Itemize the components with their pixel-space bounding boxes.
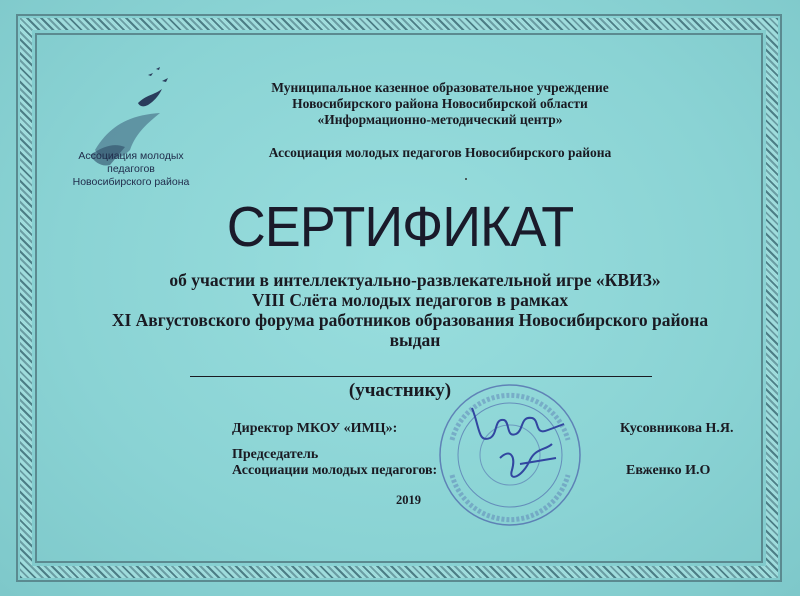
logo-caption [56, 150, 206, 189]
body-line-3: XI Августовского форума работников образования Новосибирского района [111, 310, 709, 330]
year: 2019 [396, 493, 421, 507]
certificate-body [60, 270, 760, 350]
body-line-2: VIII Слёта молодых педагогов в рамках [251, 290, 569, 310]
chair-name: Евженко И.О [626, 463, 711, 478]
org-line-3: «Информационно-методический центр» [317, 112, 563, 127]
dove-icon [138, 89, 162, 106]
certificate-title: СЕРТИФИКАТ [226, 195, 574, 259]
org-line-2: Новосибирского района Новосибирской области [292, 96, 588, 111]
logo-caption-line-1: Ассоциация молодых педагогов [78, 150, 184, 175]
recipient-name-line [190, 376, 652, 377]
body-line-4: выдан [389, 330, 441, 350]
director-name: Кусовникова Н.Я. [620, 421, 734, 436]
bird-small-icon-1 [162, 78, 168, 82]
body-line-1: об участии в интеллектуально-развлекательной игре «КВИЗ» [169, 270, 661, 290]
organization-header [240, 80, 640, 128]
director-title: Директор МКОУ «ИМЦ»: [232, 421, 398, 436]
org-line-1: Муниципальное казенное образовательное учреждение [271, 80, 609, 95]
handwritten-signature [460, 398, 580, 488]
bird-small-icon-2 [148, 73, 153, 76]
association-name: Ассоциация молодых педагогов Новосибирского района [268, 145, 612, 160]
chair-title-line-2: Ассоциации молодых педагогов: [232, 463, 438, 478]
participant-label: (участнику) [348, 380, 452, 401]
logo-caption-line-2: Новосибирского района [72, 176, 190, 188]
paper-speck [465, 178, 467, 180]
chair-title-line-1: Председатель [232, 447, 319, 462]
bird-small-icon-3 [156, 67, 160, 70]
